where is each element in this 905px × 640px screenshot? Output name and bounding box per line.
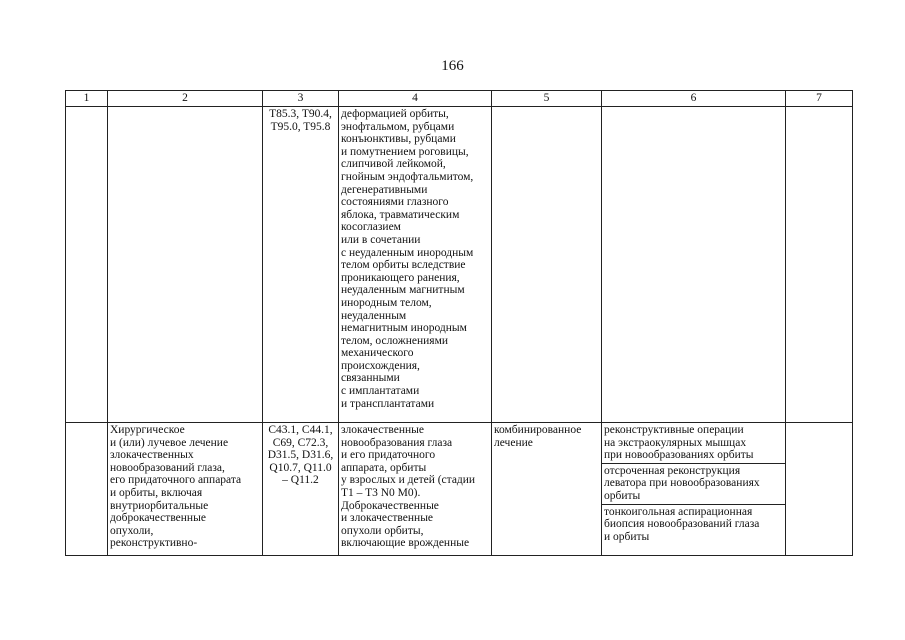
cell-row1-col7	[786, 107, 853, 423]
table-row	[66, 107, 853, 423]
cell-row2-treatment-type: комбинированное лечение	[492, 423, 602, 556]
treatment-method-item: тонкоигольная аспирационная биопсия новообразований глаза и орбиты	[604, 505, 760, 543]
cell-row1-col2	[108, 107, 263, 423]
cell-row2-care-type: Хирургическое и (или) лучевое лечение злокачественных новообразований глаза, его придаточного аппарата и орбиты, включая внутриорбитальные доброкачественные опухоли, реконструктивно-	[108, 423, 263, 556]
cell-row1-icd-codes: T85.3, T90.4, T95.0, T95.8	[263, 107, 339, 423]
column-header-3: 3	[263, 91, 339, 107]
medical-care-table	[65, 90, 853, 556]
cell-row1-patient-model: деформацией орбиты, энофтальмом, рубцами конъюнктивы, рубцами и помутнением роговицы, слипчивой лейкомой, гнойным эндофтальмитом, дегенеративными состояниями глазного яблока, травматическим косоглазием или в сочетании с неудаленным инородным телом орбиты вследствие проникающего ранения, неудаленным магнитным инородным телом, неудаленным немагнитным инородным телом, осложнениями механического происхождения, связанными с имплантатами и трансплантатами	[339, 107, 492, 423]
column-header-5: 5	[492, 91, 602, 107]
cell-row2-col1	[66, 423, 108, 556]
column-header-6: 6	[602, 91, 786, 107]
header-row	[66, 91, 853, 107]
cell-row1-col6	[602, 107, 786, 423]
cell-row2-treatment-methods	[602, 423, 786, 556]
cell-row2-col7	[786, 423, 853, 556]
column-header-2: 2	[108, 91, 263, 107]
table-row	[66, 423, 853, 556]
treatment-method-item: реконструктивные операции на экстраокулярных мышцах при новообразованиях орбиты	[602, 423, 785, 464]
cell-row1-col1	[66, 107, 108, 423]
page-number: 166	[441, 58, 464, 74]
column-header-7: 7	[786, 91, 853, 107]
cell-row1-col5	[492, 107, 602, 423]
column-header-1: 1	[66, 91, 108, 107]
treatment-methods-list	[602, 423, 785, 544]
treatment-method-item: отсроченная реконструкция леватора при новообразованиях орбиты	[602, 464, 785, 505]
cell-row2-icd-codes: C43.1, C44.1, C69, C72.3, D31.5, D31.6, Q10.7, Q11.0 – Q11.2	[263, 423, 339, 556]
cell-row2-patient-model: злокачественные новообразования глаза и его придаточного аппарата, орбиты у взрослых и детей (стадии T1 – T3 N0 M0). Доброкачественные и злокачественные опухоли орбиты, включающие врожденные	[339, 423, 492, 556]
column-header-4: 4	[339, 91, 492, 107]
